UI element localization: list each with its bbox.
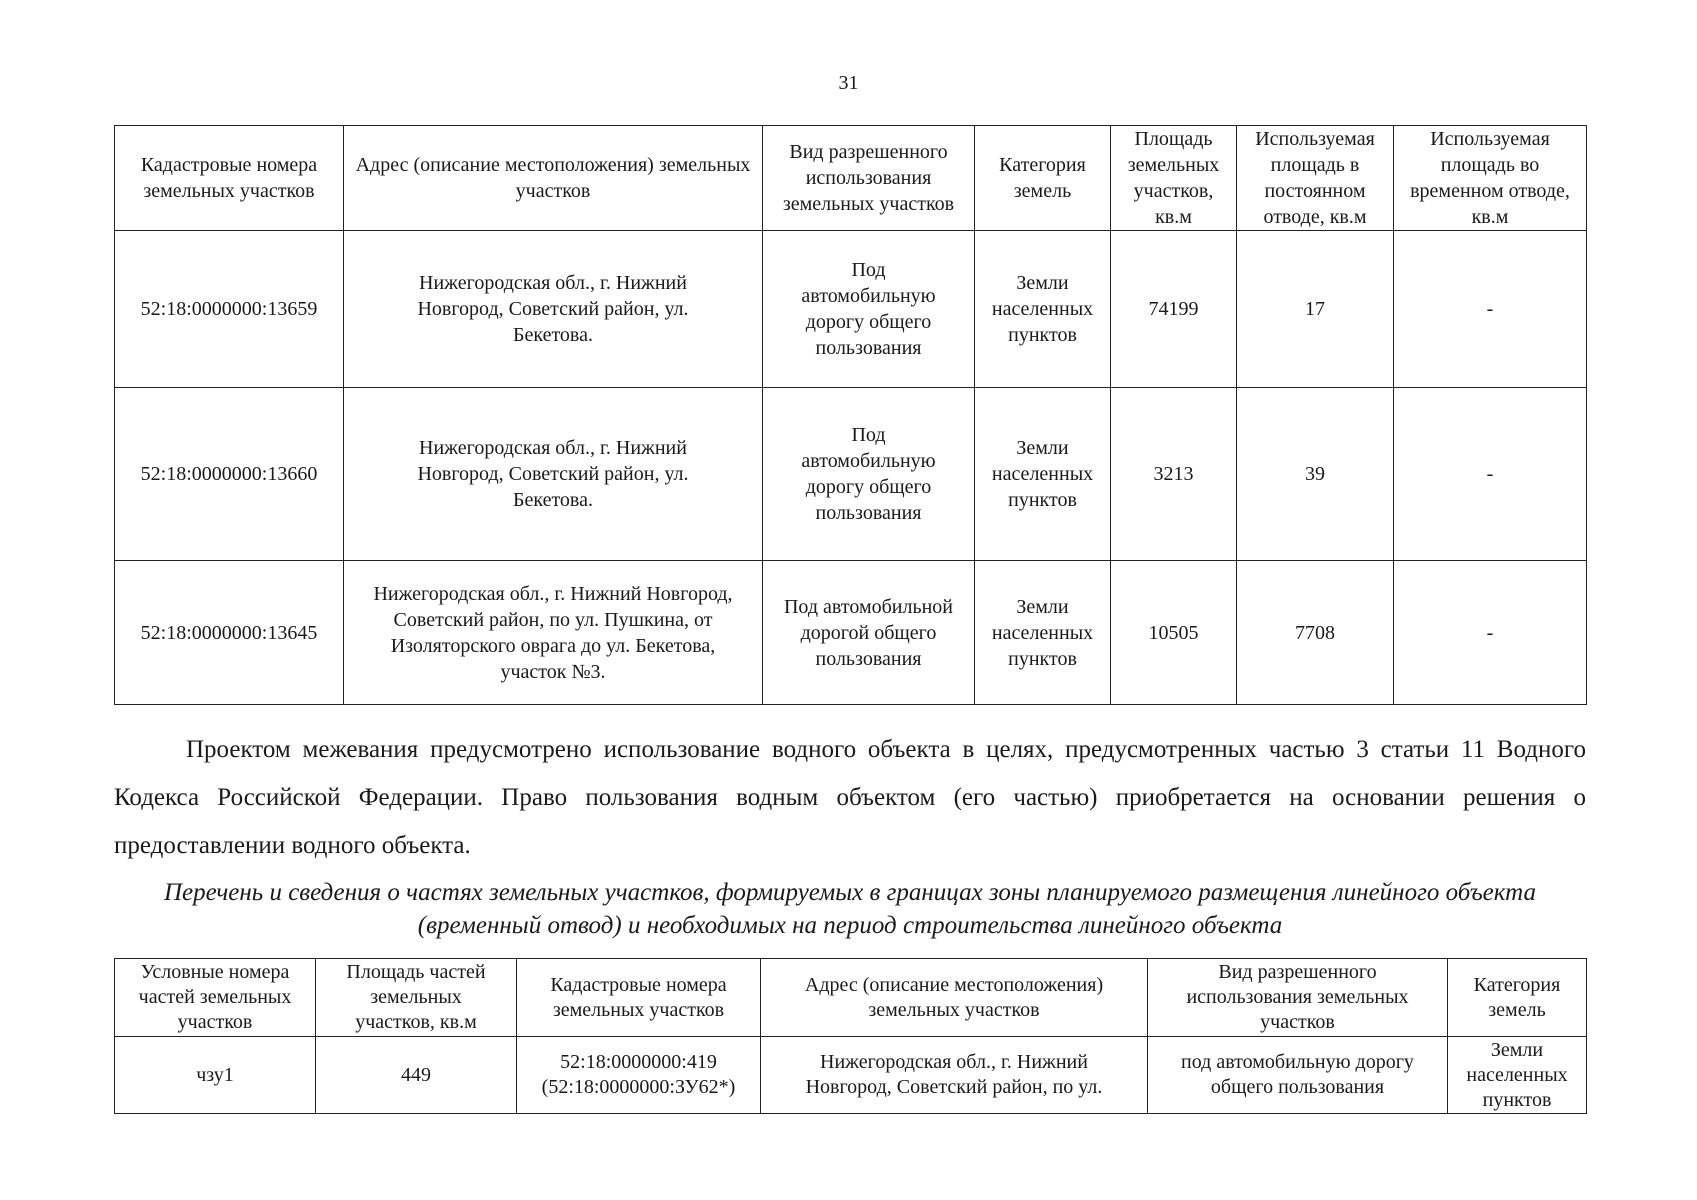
cell-cadastral: 52:18:0000000:13660 — [115, 388, 344, 561]
cell-part-area: 449 — [316, 1037, 517, 1114]
header-cadastral: Кадастровые номера земельных участков — [115, 126, 344, 231]
table-row — [115, 388, 1587, 561]
header-permitted-use: Вид разрешенного использования земельных участков — [1148, 959, 1448, 1037]
cell-category: Земли населенных пунктов — [975, 561, 1111, 705]
header-category: Категория земель — [975, 126, 1111, 231]
cell-area: 3213 — [1111, 388, 1237, 561]
cell-address: Нижегородская обл., г. Нижний Новгород, Советский район, по ул. — [761, 1037, 1148, 1114]
cell-permitted-use: Под автомобильную дорогу общего пользования — [763, 231, 975, 388]
table-row — [115, 231, 1587, 388]
header-category: Категория земель — [1448, 959, 1587, 1037]
header-temporary-area: Используемая площадь во временном отводе, кв.м — [1394, 126, 1587, 231]
cadastral-number-alt: (52:18:0000000:ЗУ62*) — [541, 1076, 736, 1098]
table-row — [115, 561, 1587, 705]
cell-permanent-area: 7708 — [1237, 561, 1394, 705]
cadastral-number: 52:18:0000000:419 — [560, 1051, 717, 1073]
header-address: Адрес (описание местоположения) земельных участков — [344, 126, 763, 231]
cell-category: Земли населенных пунктов — [1448, 1037, 1587, 1114]
body-paragraph: Проектом межевания предусмотрено использование водного объекта в целях, предусмотренных частью 3 статьи 11 Водного Кодекса Российской Федерации. Право пользования водным объектом (его частью) приобретается на основании решения о предоставлении водного объекта. — [114, 736, 1586, 859]
cell-category: Земли населенных пунктов — [975, 388, 1111, 561]
cell-area: 10505 — [1111, 561, 1237, 705]
cell-part-id: чзу1 — [115, 1037, 316, 1114]
page-number: 31 — [838, 72, 859, 94]
cell-permitted-use: Под автомобильную дорогу общего пользования — [763, 388, 975, 561]
cell-cadastral — [517, 1037, 761, 1114]
cell-temporary-area: - — [1394, 388, 1587, 561]
table-header-row — [115, 126, 1587, 231]
land-plots-table — [114, 125, 1587, 705]
cell-temporary-area: - — [1394, 561, 1587, 705]
cell-cadastral: 52:18:0000000:13659 — [115, 231, 344, 388]
cell-area: 74199 — [1111, 231, 1237, 388]
table-row — [115, 1037, 1587, 1114]
cell-address: Нижегородская обл., г. Нижний Новгород, Советский район, ул. Бекетова. — [344, 388, 763, 561]
cell-permitted-use: Под автомобильной дорогой общего пользования — [763, 561, 975, 705]
header-permitted-use: Вид разрешенного использования земельных участков — [763, 126, 975, 231]
cell-permanent-area: 17 — [1237, 231, 1394, 388]
plot-parts-table — [114, 958, 1587, 1114]
header-part-id: Условные номера частей земельных участков — [115, 959, 316, 1037]
header-address: Адрес (описание местоположения) земельных участков — [761, 959, 1148, 1037]
cell-permanent-area: 39 — [1237, 388, 1394, 561]
cell-category: Земли населенных пунктов — [975, 231, 1111, 388]
header-cadastral: Кадастровые номера земельных участков — [517, 959, 761, 1037]
cell-cadastral: 52:18:0000000:13645 — [115, 561, 344, 705]
cell-address: Нижегородская обл., г. Нижний Новгород, Советский район, по ул. Пушкина, от Изоляторского оврага до ул. Бекетова, участок №3. — [344, 561, 763, 705]
cell-permitted-use: под автомобильную дорогу общего пользования — [1148, 1037, 1448, 1114]
header-part-area: Площадь частей земельных участков, кв.м — [316, 959, 517, 1037]
cell-address: Нижегородская обл., г. Нижний Новгород, Советский район, ул. Бекетова. — [344, 231, 763, 388]
header-permanent-area: Используемая площадь в постоянном отводе, кв.м — [1237, 126, 1394, 231]
cell-temporary-area: - — [1394, 231, 1587, 388]
table-caption: Перечень и сведения о частях земельных участков, формируемых в границах зоны планируемого размещения линейного объекта (временный отвод) и необходимых на период строительства линейного объекта — [163, 879, 1537, 939]
table-header-row — [115, 959, 1587, 1037]
header-area: Площадь земельных участков, кв.м — [1111, 126, 1237, 231]
